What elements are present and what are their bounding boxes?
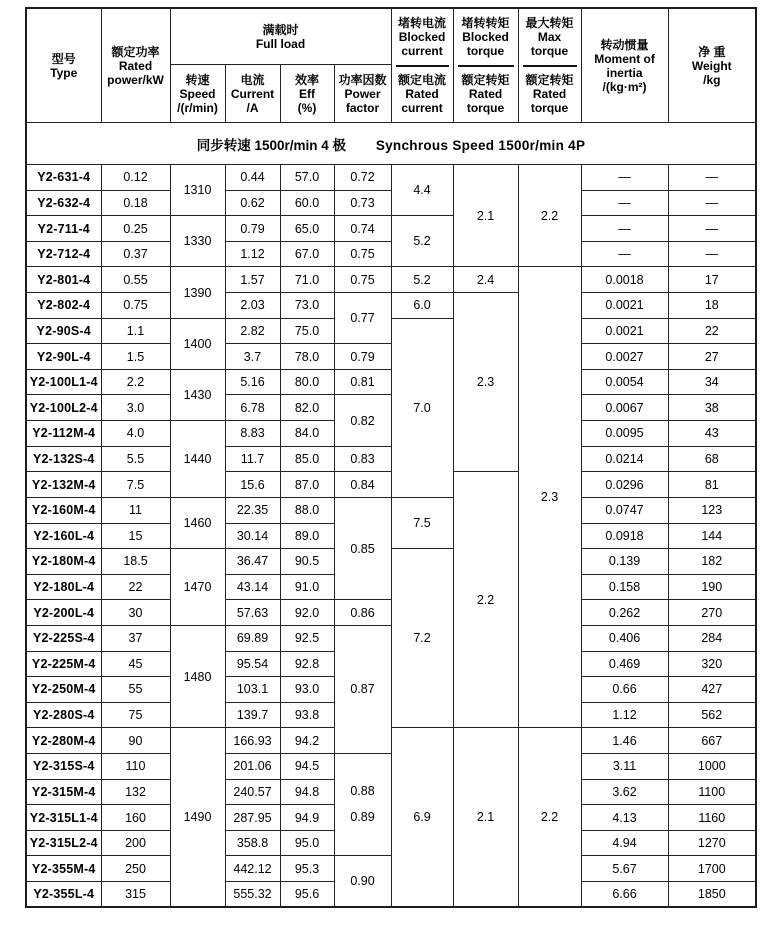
cell-weight: 43 [668,421,756,447]
header-current: 电流 Current /A [225,65,280,123]
cell-blocked_current: 5.2 [391,216,453,267]
table-row [26,549,756,575]
cell-inertia: — [581,190,668,216]
table-row [26,216,756,242]
cell-power: 2.2 [101,369,170,395]
cell-power: 1.1 [101,318,170,344]
cell-eff: 71.0 [280,267,334,293]
cell-type: Y2-90L-4 [26,344,101,370]
cell-inertia: 0.406 [581,625,668,651]
cell-power: 55 [101,677,170,703]
header-max-torque-ratio: 最大转矩 Max torque 额定转矩 Rated torque [518,8,581,123]
cell-current: 358.8 [225,830,280,856]
cell-eff: 82.0 [280,395,334,421]
motor-spec-table [25,7,757,908]
cell-eff: 94.5 [280,754,334,780]
cell-inertia: 0.0067 [581,395,668,421]
table-row [26,754,756,780]
cell-current: 43.14 [225,574,280,600]
cell-blocked_torque: 2.1 [453,165,518,267]
cell-type: Y2-315L1-4 [26,805,101,831]
cell-pf: 0.83 [334,446,391,472]
cell-speed: 1400 [170,318,225,369]
cell-type: Y2-711-4 [26,216,101,242]
cell-eff: 92.0 [280,600,334,626]
cell-type: Y2-355L-4 [26,882,101,908]
cell-current: 5.16 [225,369,280,395]
table-row [26,293,756,319]
cell-power: 75 [101,702,170,728]
cell-type: Y2-100L1-4 [26,369,101,395]
cell-type: Y2-200L-4 [26,600,101,626]
cell-type: Y2-315L2-4 [26,830,101,856]
header-moment-of-inertia: 转动惯量 Moment of inertia /(kg·m²) [581,8,668,123]
cell-type: Y2-280S-4 [26,702,101,728]
cell-power: 200 [101,830,170,856]
cell-power: 160 [101,805,170,831]
cell-type: Y2-631-4 [26,165,101,191]
cell-current: 139.7 [225,702,280,728]
cell-inertia: 0.0214 [581,446,668,472]
cell-current: 287.95 [225,805,280,831]
cell-speed: 1440 [170,421,225,498]
cell-type: Y2-712-4 [26,241,101,267]
cell-blocked_torque: 2.1 [453,728,518,907]
cell-current: 166.93 [225,728,280,754]
cell-blocked_torque: 2.2 [453,472,518,728]
cell-weight: 320 [668,651,756,677]
cell-blocked_current: 7.0 [391,318,453,497]
cell-inertia: 1.12 [581,702,668,728]
cell-power: 7.5 [101,472,170,498]
cell-type: Y2-180M-4 [26,549,101,575]
cell-weight: 123 [668,497,756,523]
cell-weight: 1270 [668,830,756,856]
cell-blocked_current: 6.0 [391,293,453,319]
cell-blocked_torque: 2.4 [453,267,518,293]
cell-power: 4.0 [101,421,170,447]
table-body [26,123,756,908]
cell-type: Y2-112M-4 [26,421,101,447]
cell-weight: 144 [668,523,756,549]
cell-power: 0.18 [101,190,170,216]
cell-eff: 78.0 [280,344,334,370]
cell-pf: 0.85 [334,497,391,599]
table-row [26,318,756,344]
cell-eff: 95.3 [280,856,334,882]
cell-inertia: 0.0918 [581,523,668,549]
cell-blocked_current: 6.9 [391,728,453,907]
header-speed: 转速 Speed /(r/min) [170,65,225,123]
cell-weight: 270 [668,600,756,626]
cell-inertia: 0.469 [581,651,668,677]
cell-eff: 94.9 [280,805,334,831]
cell-speed: 1430 [170,369,225,420]
cell-eff: 67.0 [280,241,334,267]
cell-weight: 1850 [668,882,756,908]
cell-type: Y2-100L2-4 [26,395,101,421]
cell-blocked_current: 5.2 [391,267,453,293]
cell-inertia: 0.0054 [581,369,668,395]
cell-speed: 1490 [170,728,225,907]
cell-weight: 17 [668,267,756,293]
cell-inertia: 5.67 [581,856,668,882]
cell-power: 110 [101,754,170,780]
cell-power: 15 [101,523,170,549]
cell-current: 555.32 [225,882,280,908]
cell-inertia: 0.0296 [581,472,668,498]
cell-eff: 75.0 [280,318,334,344]
cell-eff: 60.0 [280,190,334,216]
header-rated-power: 额定功率 Rated power/kW [101,8,170,123]
table-row [26,344,756,370]
cell-max_torque: 2.2 [518,728,581,907]
cell-pf: 0.75 [334,267,391,293]
cell-inertia: 0.0027 [581,344,668,370]
cell-power: 1.5 [101,344,170,370]
cell-weight: 562 [668,702,756,728]
cell-weight: 1000 [668,754,756,780]
cell-blocked_current: 4.4 [391,165,453,216]
table-row [26,728,756,754]
cell-inertia: 0.0021 [581,318,668,344]
cell-speed: 1470 [170,549,225,626]
cell-max_torque: 2.2 [518,165,581,267]
cell-weight: 34 [668,369,756,395]
cell-speed: 1310 [170,165,225,216]
cell-current: 0.79 [225,216,280,242]
cell-weight: — [668,190,756,216]
cell-speed: 1480 [170,625,225,727]
cell-power: 22 [101,574,170,600]
cell-pf: 0.79 [334,344,391,370]
cell-power: 5.5 [101,446,170,472]
cell-power: 0.25 [101,216,170,242]
cell-pf: 0.90 [334,856,391,907]
cell-inertia: 0.0095 [581,421,668,447]
cell-type: Y2-132S-4 [26,446,101,472]
cell-type: Y2-132M-4 [26,472,101,498]
cell-eff: 95.0 [280,830,334,856]
cell-pf: 0.86 [334,600,391,626]
cell-type: Y2-801-4 [26,267,101,293]
cell-inertia: — [581,216,668,242]
cell-pf: 0.72 [334,165,391,191]
cell-eff: 95.6 [280,882,334,908]
cell-eff: 88.0 [280,497,334,523]
cell-blocked_current: 7.2 [391,549,453,728]
cell-power: 30 [101,600,170,626]
cell-eff: 92.8 [280,651,334,677]
cell-power: 18.5 [101,549,170,575]
cell-eff: 73.0 [280,293,334,319]
cell-blocked_torque: 2.3 [453,293,518,472]
cell-current: 2.03 [225,293,280,319]
cell-weight: — [668,216,756,242]
cell-eff: 93.8 [280,702,334,728]
cell-inertia: 4.94 [581,830,668,856]
cell-weight: 38 [668,395,756,421]
cell-weight: — [668,241,756,267]
cell-inertia: 1.46 [581,728,668,754]
cell-weight: 190 [668,574,756,600]
cell-current: 69.89 [225,625,280,651]
header-blocked-current-ratio: 堵转电流 Blocked current 额定电流 Rated current [391,8,453,123]
cell-inertia: 0.158 [581,574,668,600]
cell-inertia: 0.0747 [581,497,668,523]
header-blocked-torque-ratio: 堵转转矩 Blocked torque 额定转矩 Rated torque [453,8,518,123]
cell-eff: 80.0 [280,369,334,395]
cell-eff: 90.5 [280,549,334,575]
cell-power: 11 [101,497,170,523]
cell-pf: 0.75 [334,241,391,267]
cell-type: Y2-632-4 [26,190,101,216]
cell-current: 1.57 [225,267,280,293]
cell-speed: 1390 [170,267,225,318]
cell-power: 45 [101,651,170,677]
table-row [26,190,756,216]
sync-speed-en: Synchrous Speed 1500r/min 4P [375,137,586,153]
cell-power: 0.37 [101,241,170,267]
cell-speed: 1330 [170,216,225,267]
cell-type: Y2-315M-4 [26,779,101,805]
cell-type: Y2-250M-4 [26,677,101,703]
cell-pf: 0.88 0.89 [334,754,391,856]
table-row [26,267,756,293]
cell-inertia: 3.62 [581,779,668,805]
cell-current: 103.1 [225,677,280,703]
cell-eff: 93.0 [280,677,334,703]
table-row [26,497,756,523]
cell-current: 36.47 [225,549,280,575]
cell-type: Y2-225M-4 [26,651,101,677]
cell-pf: 0.84 [334,472,391,498]
cell-eff: 91.0 [280,574,334,600]
cell-current: 6.78 [225,395,280,421]
table-row [26,241,756,267]
cell-pf: 0.74 [334,216,391,242]
cell-power: 37 [101,625,170,651]
table-row [26,625,756,651]
cell-weight: 1700 [668,856,756,882]
cell-current: 57.63 [225,600,280,626]
cell-eff: 92.5 [280,625,334,651]
cell-current: 22.35 [225,497,280,523]
cell-inertia: — [581,241,668,267]
cell-power: 90 [101,728,170,754]
cell-weight: 1100 [668,779,756,805]
cell-power: 250 [101,856,170,882]
sync-speed-band [26,123,756,165]
cell-type: Y2-280M-4 [26,728,101,754]
cell-weight: 284 [668,625,756,651]
cell-max_torque: 2.3 [518,267,581,728]
cell-pf: 0.87 [334,625,391,753]
cell-weight: 68 [668,446,756,472]
cell-eff: 87.0 [280,472,334,498]
header-weight: 净 重 Weight /kg [668,8,756,123]
cell-eff: 84.0 [280,421,334,447]
table-row [26,600,756,626]
cell-eff: 85.0 [280,446,334,472]
cell-current: 240.57 [225,779,280,805]
cell-inertia: 4.13 [581,805,668,831]
cell-current: 201.06 [225,754,280,780]
cell-current: 2.82 [225,318,280,344]
cell-weight: 182 [668,549,756,575]
header-full-load: 满载时 Full load [170,8,391,65]
cell-current: 0.62 [225,190,280,216]
cell-power: 0.75 [101,293,170,319]
header-efficiency: 效率 Eff (%) [280,65,334,123]
cell-weight: — [668,165,756,191]
cell-blocked_current: 7.5 [391,497,453,548]
cell-inertia: 3.11 [581,754,668,780]
cell-eff: 65.0 [280,216,334,242]
cell-weight: 667 [668,728,756,754]
table-row [26,165,756,191]
table-row [26,472,756,498]
cell-current: 1.12 [225,241,280,267]
cell-eff: 94.2 [280,728,334,754]
cell-current: 95.54 [225,651,280,677]
cell-type: Y2-355M-4 [26,856,101,882]
cell-power: 132 [101,779,170,805]
cell-current: 15.6 [225,472,280,498]
cell-weight: 81 [668,472,756,498]
table-row [26,369,756,395]
cell-weight: 427 [668,677,756,703]
cell-type: Y2-90S-4 [26,318,101,344]
cell-type: Y2-160L-4 [26,523,101,549]
cell-speed: 1460 [170,497,225,548]
header-type: 型号 Type [26,8,101,123]
cell-inertia: — [581,165,668,191]
cell-current: 8.83 [225,421,280,447]
cell-pf: 0.77 [334,293,391,344]
cell-pf: 0.82 [334,395,391,446]
cell-weight: 27 [668,344,756,370]
cell-eff: 57.0 [280,165,334,191]
cell-type: Y2-180L-4 [26,574,101,600]
table-row [26,446,756,472]
cell-current: 30.14 [225,523,280,549]
cell-power: 0.55 [101,267,170,293]
cell-weight: 18 [668,293,756,319]
header-power-factor: 功率因数 Power factor [334,65,391,123]
cell-weight: 1160 [668,805,756,831]
cell-power: 3.0 [101,395,170,421]
cell-inertia: 0.66 [581,677,668,703]
cell-inertia: 0.0021 [581,293,668,319]
cell-pf: 0.73 [334,190,391,216]
cell-weight: 22 [668,318,756,344]
cell-eff: 89.0 [280,523,334,549]
cell-current: 11.7 [225,446,280,472]
cell-power: 0.12 [101,165,170,191]
cell-current: 3.7 [225,344,280,370]
table-row [26,395,756,421]
cell-type: Y2-160M-4 [26,497,101,523]
cell-current: 0.44 [225,165,280,191]
cell-pf: 0.81 [334,369,391,395]
cell-eff: 94.8 [280,779,334,805]
cell-type: Y2-315S-4 [26,754,101,780]
table-row [26,856,756,882]
cell-current: 442.12 [225,856,280,882]
cell-inertia: 0.262 [581,600,668,626]
cell-inertia: 6.66 [581,882,668,908]
cell-power: 315 [101,882,170,908]
cell-inertia: 0.139 [581,549,668,575]
sync-speed-cn: 同步转速 1500r/min 4 极 [196,137,347,153]
cell-inertia: 0.0018 [581,267,668,293]
cell-type: Y2-802-4 [26,293,101,319]
cell-type: Y2-225S-4 [26,625,101,651]
